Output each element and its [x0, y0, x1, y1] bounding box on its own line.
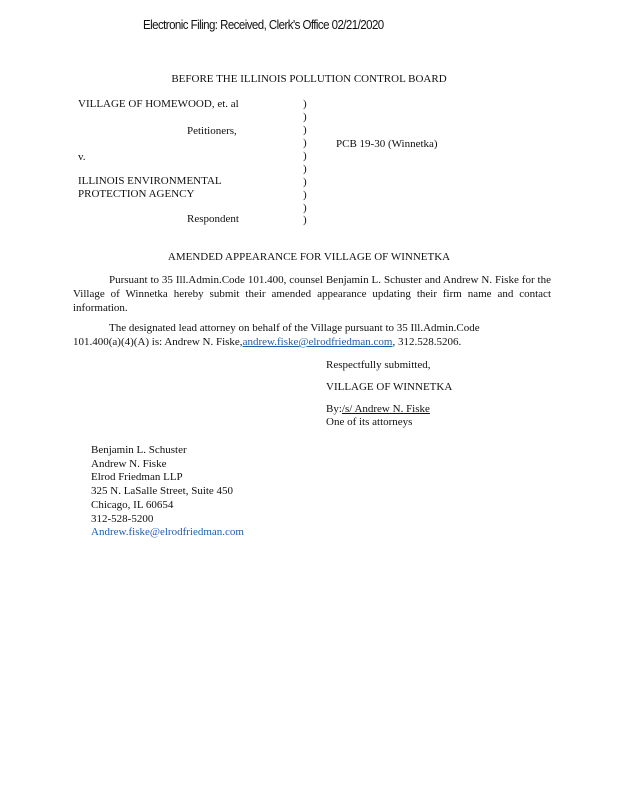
by-label: By: [326, 403, 342, 415]
respondent-label: Respondent [187, 213, 239, 225]
petitioners-label: Petitioners, [187, 125, 237, 137]
caption-bracket: ) [303, 137, 307, 149]
caption-bracket: ) [303, 98, 307, 110]
caption-bracket: ) [303, 150, 307, 162]
caption-bracket: ) [303, 111, 307, 123]
paragraph-2-line2 [73, 335, 551, 349]
phone-number: 312-528-5200 [91, 513, 154, 525]
caption-bracket: ) [303, 189, 307, 201]
attorney-name-2: Andrew N. Fiske [91, 458, 167, 470]
case-number: PCB 19-30 (Winnetka) [336, 138, 438, 150]
body-paragraph-2 [73, 321, 551, 349]
attorney-name-1: Benjamin L. Schuster [91, 444, 187, 456]
caption-bracket: ) [303, 202, 307, 214]
firm-name: Elrod Friedman LLP [91, 471, 183, 483]
signing-party: VILLAGE OF WINNETKA [326, 381, 453, 393]
respondent-name-line1: ILLINOIS ENVIRONMENTAL [78, 175, 222, 187]
signer-role: One of its attorneys [326, 416, 413, 428]
paragraph-2-line1 [73, 321, 551, 335]
street-address: 325 N. LaSalle Street, Suite 450 [91, 485, 234, 497]
caption-bracket: ) [303, 163, 307, 175]
paragraph-1-text: Pursuant to 35 Ill.Admin.Code 101.400, counsel Benjamin L. Schuster and Andrew N. Fiske for the Village of Winnetka hereby submit their amended appearance updating their firm name and contact information. [73, 274, 551, 314]
filing-stamp: Electronic Filing: Received, Clerk's Office 02/21/2020 [143, 18, 384, 32]
lead-attorney-email-link[interactable]: andrew.fiske@elrodfriedman.com [242, 336, 393, 348]
city-state-zip: Chicago, IL 60654 [91, 499, 174, 511]
closing-text: Respectfully submitted, [326, 359, 431, 371]
signature-line [326, 402, 430, 416]
respondent-name-line2: PROTECTION AGENCY [78, 188, 195, 200]
paragraph-2-suffix: , 312.528.5206. [392, 336, 462, 348]
caption-bracket: ) [303, 214, 307, 226]
electronic-signature: /s/ Andrew N. Fiske [341, 403, 430, 415]
paragraph-2-prefix: 101.400(a)(4)(A) is: Andrew N. Fiske, [73, 336, 243, 348]
document-title: AMENDED APPEARANCE FOR VILLAGE OF WINNETKA [167, 251, 451, 263]
petitioner-name: VILLAGE OF HOMEWOOD, et. al [78, 98, 239, 110]
contact-email-link[interactable]: Andrew.fiske@elrodfriedman.com [91, 526, 244, 538]
board-title: BEFORE THE ILLINOIS POLLUTION CONTROL BOARD [171, 73, 447, 85]
caption-bracket: ) [303, 176, 307, 188]
caption-bracket: ) [303, 124, 307, 136]
versus-label: v. [78, 151, 86, 163]
paragraph-2-line1-text: The designated lead attorney on behalf of the Village pursuant to 35 Ill.Admin.Code [109, 322, 480, 334]
body-paragraph-1 [73, 273, 551, 315]
